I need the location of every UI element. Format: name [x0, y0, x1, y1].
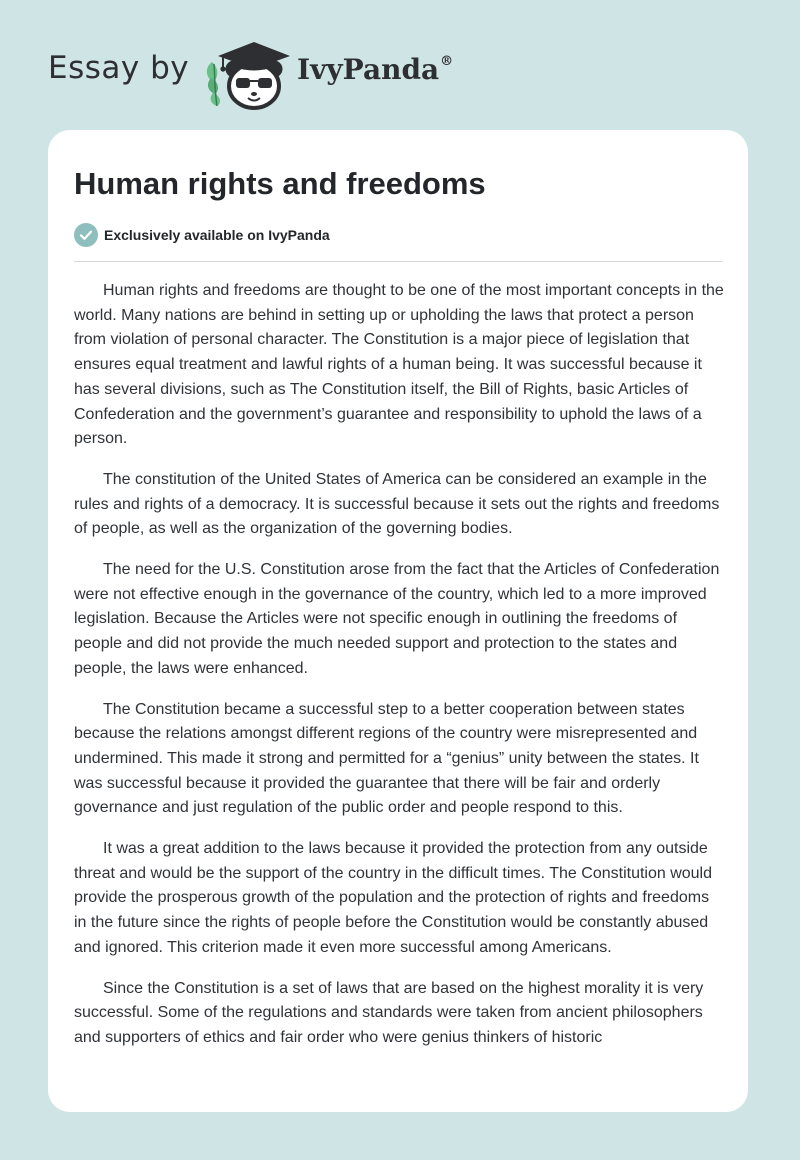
registered-mark: ®: [440, 54, 454, 69]
essay-paragraph: It was a great addition to the laws because it provided the protection from any outside threat and would be the support of the country in the difficult times. The Constitution would provide the prosperous growth of the population and the protection of rights and freedoms in the future since the rights of people before the Constitution would be constantly abused and ignored. This criterion made it even more successful among Americans.: [74, 840, 713, 956]
site-header: [0, 0, 800, 130]
essay-paragraph: The need for the U.S. Constitution arose from the fact that the Articles of Confederation were not effective enough in the governance of the country, which led to a more improved legislation. Because the Articles were not specific enough in outlining the freedoms of people and did not provide the much needed support and protection to the states and people, the laws were enhanced.: [74, 561, 720, 677]
check-circle-icon: [74, 223, 98, 247]
essay-card: [48, 130, 748, 1112]
essay-paragraph: The constitution of the United States of America can be considered an example in the rules and rights of a democracy. It is successful because it sets out the rights and freedoms of people, as well as the organization of the governing bodies.: [74, 470, 720, 538]
exclusive-badge-text: Exclusively available on IvyPanda: [104, 227, 330, 243]
brand-prefix: Essay by: [48, 50, 190, 86]
exclusive-badge: [74, 223, 330, 247]
essay-title: Human rights and freedoms: [74, 166, 486, 201]
divider: [74, 261, 722, 262]
essay-paragraph: The Constitution became a successful step to a better cooperation between states because the relations amongst different regions of the country were misrepresented and undermined. This made it strong and permitted for a “genius” unity between the states. It was successful because it provided the guarantee that there will be fair and orderly governance and just regulation of the public order and people respond to this.: [74, 700, 699, 817]
brand-name[interactable]: IvyPanda®: [297, 53, 454, 86]
essay-paragraph: Human rights and freedoms are thought to be one of the most important concepts in the world. Many nations are behind in setting up or upholding the laws that protect a person from violation of personal character. The Constitution is a major piece of legislation that ensures equal treatment and lawful rights of a human being. It was successful because it has several divisions, such as The Constitution itself, the Bill of Rights, basic Articles of Confederation and the government’s guarantee and responsibility to uphold the laws of a person.: [74, 282, 724, 448]
essay-paragraph: Since the Constitution is a set of laws that are based on the highest morality it is very successful. Some of the regulations and standards were taken from ancient philosophers and supporters of ethics and fair order who were genius thinkers of historic: [74, 979, 704, 1046]
essay-body: [74, 279, 724, 1067]
panda-logo-icon[interactable]: [200, 36, 294, 110]
